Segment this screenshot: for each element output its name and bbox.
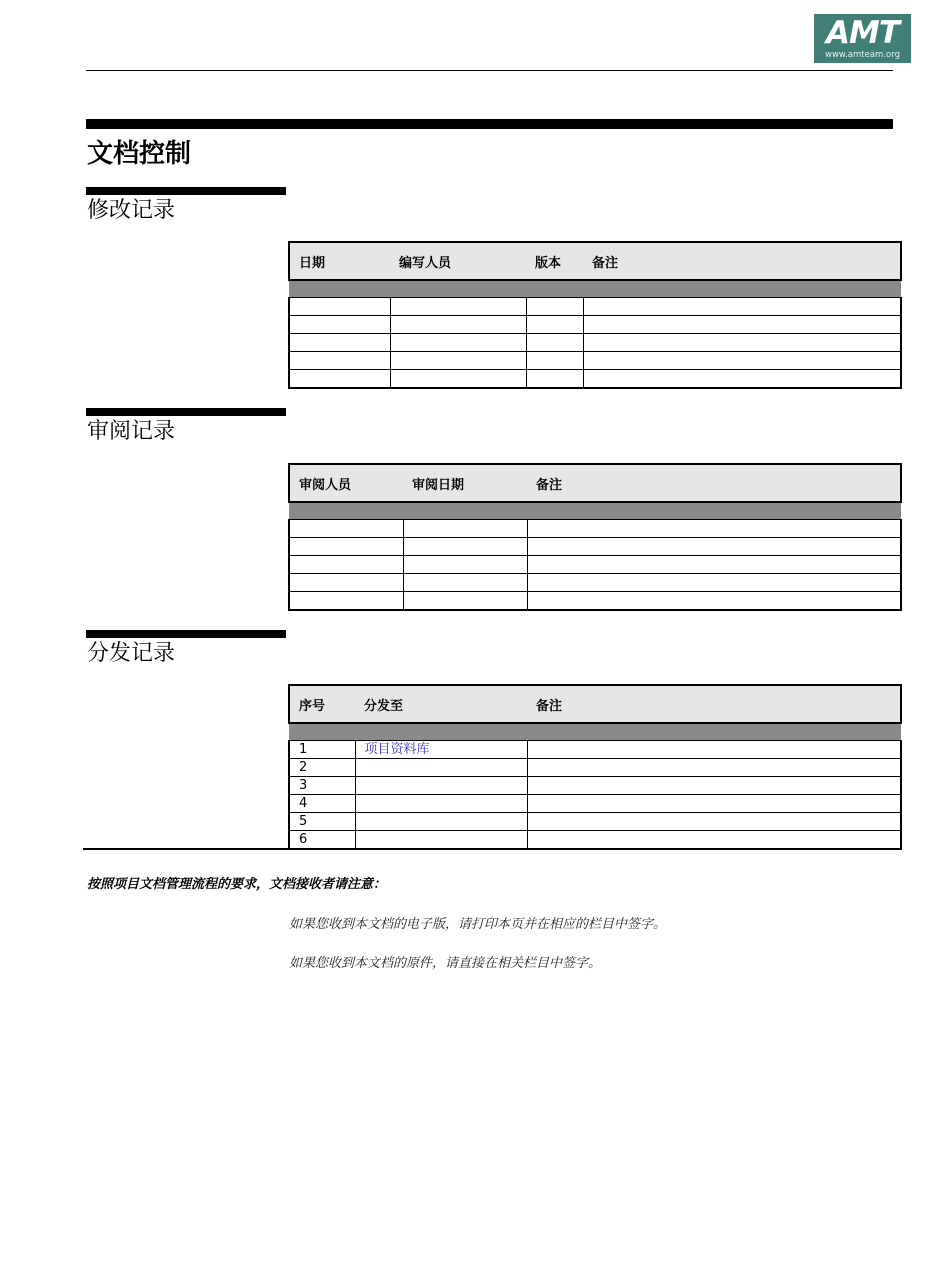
table-cell[interactable] [289,370,390,389]
table-cell[interactable] [526,316,583,334]
table-cell[interactable] [403,574,527,592]
row-number: 1 [289,741,355,759]
table-cell[interactable] [390,370,526,389]
table-cell[interactable] [355,777,527,795]
table-header-row [289,242,901,280]
table-cell[interactable] [583,334,901,352]
section-title-review: 审阅记录 [87,419,176,444]
row-number: 2 [289,759,355,777]
section-bar-revision [86,187,286,195]
table-cell[interactable] [527,556,901,574]
table-header-row [289,464,901,502]
title-bar [86,119,893,129]
table-row [289,520,901,538]
table-cell[interactable] [390,334,526,352]
table-row [289,334,901,352]
table-cell[interactable] [289,538,403,556]
table-cell[interactable] [527,538,901,556]
table-cell[interactable] [526,352,583,370]
notice-heading: 按照项目文档管理流程的要求，文档接收者请注意： [87,877,387,892]
table-cell[interactable] [527,574,901,592]
header-remarks: 备注 [527,464,901,502]
header-author: 编写人员 [390,242,526,280]
header-shade-row [289,723,901,741]
table-cell[interactable] [527,741,901,759]
table-cell[interactable] [403,520,527,538]
header-date: 日期 [289,242,390,280]
notice-electronic: 如果您收到本文档的电子版，请打印本页并在相应的栏目中签字。 [289,917,667,932]
table-row [289,592,901,611]
table-cell[interactable] [527,759,901,777]
table-cell[interactable] [355,831,527,850]
table-cell[interactable] [527,592,901,611]
section-title-distribution: 分发记录 [87,641,176,666]
table-row [289,538,901,556]
table-row [289,556,901,574]
table-cell[interactable] [583,370,901,389]
table-cell[interactable] [289,298,390,316]
table-cell[interactable] [527,831,901,850]
table-row [289,741,901,759]
table-row [289,298,901,316]
header-number: 序号 [289,685,355,723]
table-header-row [289,685,901,723]
table-row [289,352,901,370]
header-version: 版本 [526,242,583,280]
table-row [289,795,901,813]
logo-text: AMT [826,15,899,51]
table-cell[interactable] [390,316,526,334]
table-row [289,831,901,850]
table-cell[interactable] [583,352,901,370]
table-cell[interactable] [403,592,527,611]
table-cell[interactable] [526,370,583,389]
header-shade-row [289,280,901,298]
page-title: 文档控制 [87,139,192,169]
table-cell[interactable] [583,316,901,334]
amt-logo [814,14,911,63]
table-cell[interactable] [526,334,583,352]
table-cell[interactable] [527,813,901,831]
table-cell[interactable] [526,298,583,316]
table-row [289,370,901,389]
table-cell[interactable] [583,298,901,316]
table-row [289,813,901,831]
section-bar-review [86,408,286,416]
row-number: 5 [289,813,355,831]
project-library-link[interactable]: 项目资料库 [355,741,527,759]
notice-original: 如果您收到本文档的原件，请直接在相关栏目中签字。 [289,956,602,971]
row-number: 4 [289,795,355,813]
table-cell[interactable] [289,574,403,592]
table-cell[interactable] [527,777,901,795]
table-cell[interactable] [390,298,526,316]
table-cell[interactable] [527,795,901,813]
table-row [289,574,901,592]
header-distribute-to: 分发至 [355,685,527,723]
row-number: 6 [289,831,355,850]
table-cell[interactable] [289,352,390,370]
table-row [289,777,901,795]
section-title-revision: 修改记录 [87,198,176,223]
table-underline [83,848,289,850]
revision-table [288,241,902,389]
header-review-date: 审阅日期 [403,464,527,502]
header-rule [86,70,893,71]
table-cell[interactable] [289,520,403,538]
section-bar-distribution [86,630,286,638]
table-cell[interactable] [289,334,390,352]
distribution-table [288,684,902,850]
table-cell[interactable] [390,352,526,370]
table-cell[interactable] [289,592,403,611]
logo-url: www.amteam.org [825,50,900,60]
table-cell[interactable] [527,520,901,538]
table-cell[interactable] [289,556,403,574]
table-row [289,316,901,334]
table-cell[interactable] [355,759,527,777]
header-remarks: 备注 [583,242,901,280]
header-shade-row [289,502,901,520]
header-reviewer: 审阅人员 [289,464,403,502]
table-cell[interactable] [355,813,527,831]
table-cell[interactable] [355,795,527,813]
row-number: 3 [289,777,355,795]
review-table [288,463,902,611]
header-remarks: 备注 [527,685,901,723]
table-cell[interactable] [403,538,527,556]
table-row [289,759,901,777]
table-cell[interactable] [403,556,527,574]
table-cell[interactable] [289,316,390,334]
